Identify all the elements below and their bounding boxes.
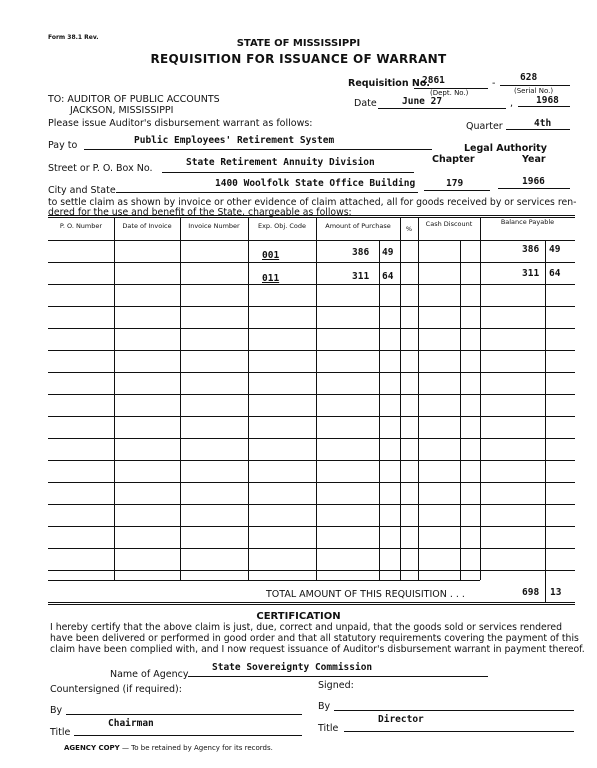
requisition-label: Requisition No. [348,78,430,89]
by-right-line [334,710,574,711]
date-year-value: 1968 [536,95,559,106]
table-bottom-rule-2 [48,604,575,605]
serial-no-line [500,85,570,86]
title-right-label: Title [318,723,339,734]
certification-line-3: claim have been complied with, and I now request issuance of Auditor's disbursement warrant in payment thereof. [50,644,585,655]
row-2-amount-cents: 64 [382,271,394,282]
quarter-line [506,129,570,130]
by-left-line [66,714,302,715]
countersigned-label: Countersigned (if required): [50,684,182,695]
street-label: Street or P. O. Box No. [48,163,153,174]
date-line [378,108,506,109]
row-1-amount-dollars: 386 [352,247,370,258]
dept-no-caption: (Dept. No.) [430,89,469,97]
row-1-amount-cents: 49 [382,247,394,258]
agency-value: State Sovereignty Commission [212,662,373,673]
row-2-balance-cents: 64 [549,268,561,279]
chapter-value: 179 [446,178,464,189]
chapter-line [424,190,490,191]
quarter-label: Quarter [466,121,503,132]
serial-no-caption: (Serial No.) [514,87,554,95]
year-line [498,188,570,189]
signed-label: Signed: [318,680,354,691]
col-header-date: Date of Invoice [122,222,172,230]
row-1-balance-cents: 49 [549,244,561,255]
row-2-amount-dollars: 311 [352,271,370,282]
city-state-value: 1400 Woolfolk State Office Building [215,178,416,189]
total-label: TOTAL AMOUNT OF THIS REQUISITION . . . [266,589,465,600]
col-header-po: P. O. Number [59,222,103,230]
form-id: Form 38.1 Rev. [48,34,99,41]
to-line-1: TO: AUDITOR OF PUBLIC ACCOUNTS [48,94,220,105]
title-right-value: Director [378,714,424,725]
pay-to-line [84,149,432,150]
by-right-label: By [318,701,331,712]
certification-line-1: I hereby certify that the above claim is just, due, correct and unpaid, that the goods sold or services rendered [50,622,563,633]
total-cents: 13 [550,587,562,598]
agency-label: Name of Agency [110,669,189,680]
to-line-2: JACKSON, MISSISSIPPI [70,105,174,116]
city-state-label: City and State [48,185,116,196]
chapter-label: Chapter [432,154,475,165]
certification-line-2: have been delivered or performed in good order and that all statutory requirements covering the payment of this [50,633,579,644]
year-label: Year [522,154,546,165]
agency-line [188,676,488,677]
dept-no-value: 2861 [422,75,445,86]
col-header-pct: % [405,225,413,233]
table-bottom-rule [48,602,575,603]
row-1-balance-dollars: 386 [522,244,540,255]
col-header-cash: Cash Discount [425,220,473,228]
row-2-balance-dollars: 311 [522,268,540,279]
to-line-3: Please issue Auditor's disbursement warrant as follows: [48,118,313,129]
date-year-line [518,106,570,107]
street-value: State Retirement Annuity Division [186,157,375,168]
state-heading: STATE OF MISSISSIPPI [236,38,361,49]
title-right-line [344,731,574,732]
title-left-label: Title [50,727,71,738]
row-1-exp-code: 001 [262,250,280,261]
pay-to-label: Pay to [48,140,78,151]
date-comma: , [510,98,514,109]
footer-retain-text: — To be retained by Agency for its records. [119,744,273,752]
year-value: 1966 [522,176,545,187]
col-header-exp: Exp. Obj. Code [257,222,307,230]
table-top-rule [48,215,575,216]
table-header-rule [48,240,575,241]
title-left-line [74,735,302,736]
requisition-dash: - [492,78,496,89]
footer-note [64,744,273,752]
form-title: REQUISITION FOR ISSUANCE OF WARRANT [150,52,447,66]
footer-agency-copy: AGENCY COPY [64,744,120,752]
row-2-exp-code: 011 [262,273,280,284]
settle-text-2: dered for the use and benefit of the State, chargeable as follows: [48,207,352,218]
date-label: Date [354,98,377,109]
pay-to-value: Public Employees' Retirement System [134,135,335,146]
col-header-balance: Balance Payable [500,218,555,226]
legal-authority-label: Legal Authority [464,143,547,154]
quarter-value: 4th [534,118,552,129]
by-left-label: By [50,705,63,716]
city-state-line [116,192,418,193]
total-dollars: 698 [522,587,540,598]
col-header-invoice: Invoice Number [188,222,240,230]
col-header-amount: Amount of Purchase [325,222,391,230]
title-left-value: Chairman [108,718,154,729]
certification-title: CERTIFICATION [256,611,341,622]
serial-no-value: 628 [520,72,538,83]
settle-text-1: to settle claim as shown by invoice or other evidence of claim attached, all for goods received by or services ren- [48,197,577,208]
date-value: June 27 [402,96,443,107]
street-line [162,172,414,173]
